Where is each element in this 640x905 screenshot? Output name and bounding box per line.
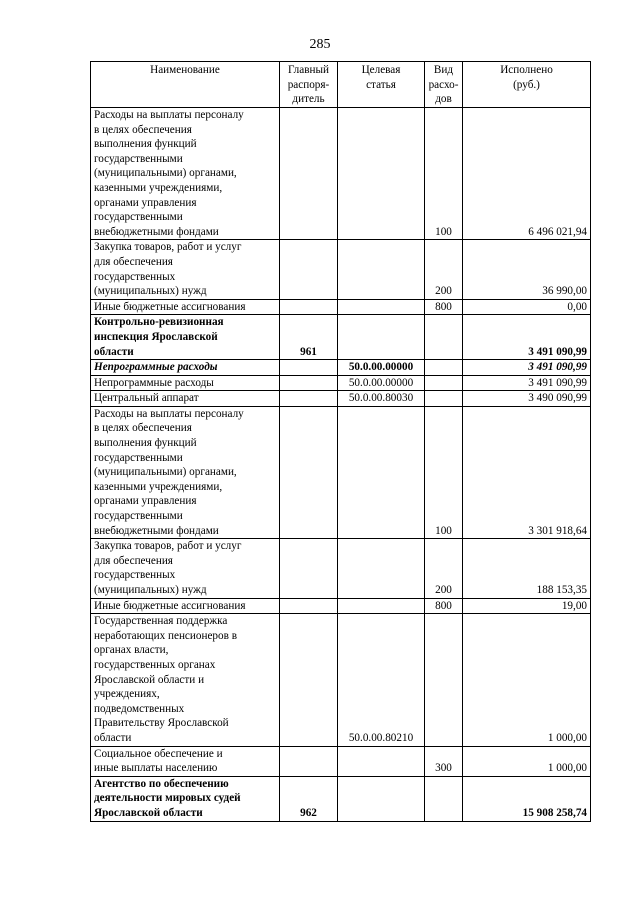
cell-target <box>338 406 425 538</box>
cell-type: 100 <box>425 108 463 240</box>
cell-executed: 3 491 090,99 <box>463 315 591 360</box>
cell-name: Расходы на выплаты персоналу в целях обеспечения выполнения функций государственными (муниципальными) органами, казенными учреждениями, органами управления государственными внебюджетными фондами <box>91 406 280 538</box>
cell-admin <box>280 299 338 315</box>
cell-target <box>338 108 425 240</box>
cell-target <box>338 746 425 776</box>
cell-type <box>425 315 463 360</box>
cell-executed: 3 490 090,99 <box>463 391 591 407</box>
cell-target: 50.0.00.80210 <box>338 614 425 746</box>
table-row <box>91 539 591 598</box>
cell-executed: 188 153,35 <box>463 539 591 598</box>
cell-admin <box>280 360 338 376</box>
table-row <box>91 315 591 360</box>
header-target: Целевая статья <box>338 62 425 108</box>
cell-admin: 962 <box>280 776 338 821</box>
cell-name: Агентство по обеспечению деятельности мировых судей Ярославской области <box>91 776 280 821</box>
cell-admin <box>280 539 338 598</box>
cell-executed: 19,00 <box>463 598 591 614</box>
cell-name: Закупка товаров, работ и услуг для обеспечения государственных (муниципальных) нужд <box>91 539 280 598</box>
header-executed: Исполнено (руб.) <box>463 62 591 108</box>
cell-type <box>425 375 463 391</box>
table-row <box>91 614 591 746</box>
cell-type: 100 <box>425 406 463 538</box>
cell-type: 800 <box>425 299 463 315</box>
cell-target <box>338 776 425 821</box>
cell-name: Иные бюджетные ассигнования <box>91 299 280 315</box>
cell-admin <box>280 406 338 538</box>
header-type: Вид расхо- дов <box>425 62 463 108</box>
table-row <box>91 240 591 299</box>
cell-target <box>338 315 425 360</box>
cell-target <box>338 299 425 315</box>
cell-name: Государственная поддержка неработающих пенсионеров в органах власти, государственных органах Ярославской области и учреждениях, подведомственных Правительству Ярославской области <box>91 614 280 746</box>
cell-admin <box>280 391 338 407</box>
table-row <box>91 391 591 407</box>
header-name: Наименование <box>91 62 280 108</box>
cell-type <box>425 360 463 376</box>
table-row <box>91 360 591 376</box>
table-row <box>91 108 591 240</box>
cell-name: Расходы на выплаты персоналу в целях обеспечения выполнения функций государственными (муниципальными) органами, казенными учреждениями, органами управления государственными внебюджетными фондами <box>91 108 280 240</box>
cell-admin <box>280 746 338 776</box>
cell-executed: 36 990,00 <box>463 240 591 299</box>
cell-name: Непрограммные расходы <box>91 375 280 391</box>
cell-name: Социальное обеспечение и иные выплаты населению <box>91 746 280 776</box>
cell-name: Непрограммные расходы <box>91 360 280 376</box>
cell-target <box>338 598 425 614</box>
cell-executed: 3 301 918,64 <box>463 406 591 538</box>
cell-name: Закупка товаров, работ и услуг для обеспечения государственных (муниципальных) нужд <box>91 240 280 299</box>
cell-type: 300 <box>425 746 463 776</box>
cell-type <box>425 776 463 821</box>
cell-type: 800 <box>425 598 463 614</box>
cell-admin <box>280 108 338 240</box>
cell-target <box>338 240 425 299</box>
cell-type: 200 <box>425 539 463 598</box>
cell-target: 50.0.00.80030 <box>338 391 425 407</box>
header-admin: Главный распоря- дитель <box>280 62 338 108</box>
table-row <box>91 375 591 391</box>
cell-admin <box>280 375 338 391</box>
cell-target: 50.0.00.00000 <box>338 375 425 391</box>
table-row <box>91 299 591 315</box>
cell-admin <box>280 614 338 746</box>
cell-executed: 3 491 090,99 <box>463 375 591 391</box>
cell-type <box>425 391 463 407</box>
cell-admin: 961 <box>280 315 338 360</box>
cell-name: Иные бюджетные ассигнования <box>91 598 280 614</box>
cell-executed: 6 496 021,94 <box>463 108 591 240</box>
table-row <box>91 406 591 538</box>
cell-type: 200 <box>425 240 463 299</box>
table-row <box>91 776 591 821</box>
page-number: 285 <box>309 37 331 52</box>
cell-target: 50.0.00.00000 <box>338 360 425 376</box>
cell-executed: 3 491 090,99 <box>463 360 591 376</box>
table-row <box>91 746 591 776</box>
cell-name: Контрольно-ревизионная инспекция Ярославской области <box>91 315 280 360</box>
cell-executed: 1 000,00 <box>463 614 591 746</box>
cell-admin <box>280 598 338 614</box>
table-row <box>91 598 591 614</box>
table-header-row <box>91 62 591 108</box>
cell-type <box>425 614 463 746</box>
cell-executed: 0,00 <box>463 299 591 315</box>
cell-name: Центральный аппарат <box>91 391 280 407</box>
cell-executed: 1 000,00 <box>463 746 591 776</box>
cell-admin <box>280 240 338 299</box>
budget-table <box>90 61 591 822</box>
cell-executed: 15 908 258,74 <box>463 776 591 821</box>
cell-target <box>338 539 425 598</box>
